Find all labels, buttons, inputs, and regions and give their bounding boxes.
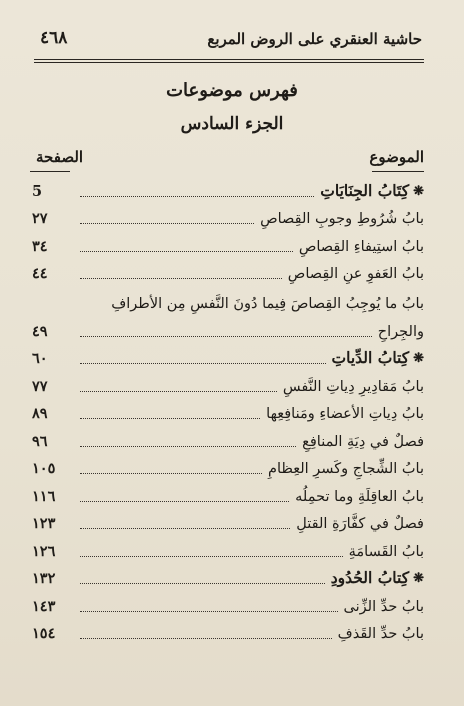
column-header-underline-page [30, 171, 70, 172]
dot-leader [80, 251, 293, 252]
running-title: حاشية العنقري على الروض المربع [207, 30, 422, 48]
toc-entry [30, 619, 424, 647]
dot-leader [80, 611, 338, 612]
dot-leader [80, 638, 332, 639]
dot-leader [80, 278, 282, 279]
toc-entry-page: ١٢٦ [32, 542, 56, 560]
toc-entry-title: بابُ العاقِلَةِ وما تحمِلُه [295, 488, 424, 505]
toc-entry-page: ٦٠ [32, 350, 48, 367]
toc-entry-page: ١٢٣ [32, 515, 56, 532]
toc-entry-title: فصلٌ في كفَّارَةِ القتلِ [296, 516, 424, 532]
toc-book-entry [30, 344, 424, 372]
toc-entry-page: ١٥٤ [32, 625, 56, 642]
toc-entry [30, 536, 424, 564]
toc-entry-title: بابُ الشِّجاجِ وكَسرِ العِظامِ [267, 461, 424, 477]
toc-entry [30, 454, 424, 482]
toc-entry-page: ٩٦ [32, 432, 48, 450]
toc-entry-page: ٣٤ [32, 237, 48, 255]
column-header-underline-topic [372, 171, 424, 172]
toc-entry-title: فصلٌ في دِيَةِ المنافِعِ [302, 433, 424, 450]
dot-leader [80, 528, 290, 529]
toc-entry-title: والجِراحِ [377, 323, 424, 340]
dot-leader [80, 391, 277, 392]
dot-leader [80, 583, 325, 584]
column-header-topic: الموضوع [369, 148, 424, 166]
dot-leader [80, 501, 289, 502]
column-header-page: الصفحة [36, 148, 84, 166]
toc-entry [30, 204, 424, 232]
book-marker-icon: ❋ [413, 351, 424, 366]
toc-entry-title: بابُ حدِّ الزِّنى [343, 598, 424, 615]
toc-entry [30, 231, 424, 259]
dot-leader [80, 418, 260, 419]
book-marker-icon: ❋ [413, 571, 424, 586]
header-rule-thin [34, 62, 424, 63]
toc-entry-page: ١٣٢ [32, 570, 56, 587]
dot-leader [80, 556, 343, 557]
toc-entry-page: ٧٧ [32, 377, 48, 395]
running-head [36, 28, 422, 54]
index-title: فهرس موضوعات [166, 80, 298, 101]
toc-entry [30, 426, 424, 454]
toc-entry [30, 481, 424, 509]
toc-book-entry [30, 176, 424, 204]
dot-leader [80, 223, 254, 224]
toc-entry [30, 399, 424, 427]
toc-entry [30, 371, 424, 399]
toc-entry [30, 509, 424, 537]
toc-entry-title: بابُ العَفوِ عنِ القِصاصِ [287, 266, 424, 282]
dot-leader [80, 446, 296, 447]
toc-entry-title: بابُ استِيفاءِ القِصاصِ [298, 238, 424, 255]
toc-entry-title: كِتَابُ الجِنَايَاتِ [320, 180, 410, 200]
toc-entry-title: بابُ دِياتِ الأعضاءِ ومَنافِعِها [266, 406, 424, 422]
toc-entry-title: بابُ ما يُوجِبُ القِصاصَ فِيما دُونَ النَّفسِ مِن الأطرافِ [111, 296, 424, 312]
book-marker-icon: ❋ [413, 183, 424, 199]
toc-entry-title: كِتابُ الدِّياتِ [331, 348, 410, 367]
toc-entry-page: ١٠٥ [32, 460, 56, 477]
toc-entry [30, 259, 424, 287]
toc-entry-page: ٢٧ [32, 210, 48, 227]
dot-leader [80, 336, 372, 337]
toc-entry-page: ٤٤ [32, 265, 48, 282]
toc-entry-page: ٨٩ [32, 405, 48, 422]
dot-leader [80, 196, 314, 197]
toc-entry-page: ٤٩ [32, 322, 48, 340]
toc-entry-title: بابُ القَسامَةِ [348, 543, 424, 560]
toc-entry-page: ١٤٣ [32, 597, 56, 615]
dot-leader [80, 363, 326, 364]
dot-leader [80, 473, 262, 474]
volume-title: الجزء السادس [180, 114, 284, 134]
table-of-contents [30, 176, 424, 646]
toc-entry [30, 286, 424, 316]
toc-entry-title: بابُ حدِّ القَذفِ [337, 626, 424, 642]
toc-entry [30, 591, 424, 619]
page-number: ٤٦٨ [40, 28, 68, 48]
toc-entry-title: بابُ شُرُوطِ وجوبِ القِصاصِ [260, 211, 424, 227]
toc-entry-page: ١١٦ [32, 487, 56, 505]
toc-entry-title: بابُ مَقادِيرِ دِياتِ النَّفسِ [282, 378, 424, 395]
toc-entry [30, 316, 424, 344]
toc-entry-page: 5 [32, 182, 43, 200]
header-rule [34, 59, 424, 60]
toc-book-entry [30, 564, 424, 592]
toc-entry-title: كِتابُ الحُدُودِ [330, 568, 410, 587]
